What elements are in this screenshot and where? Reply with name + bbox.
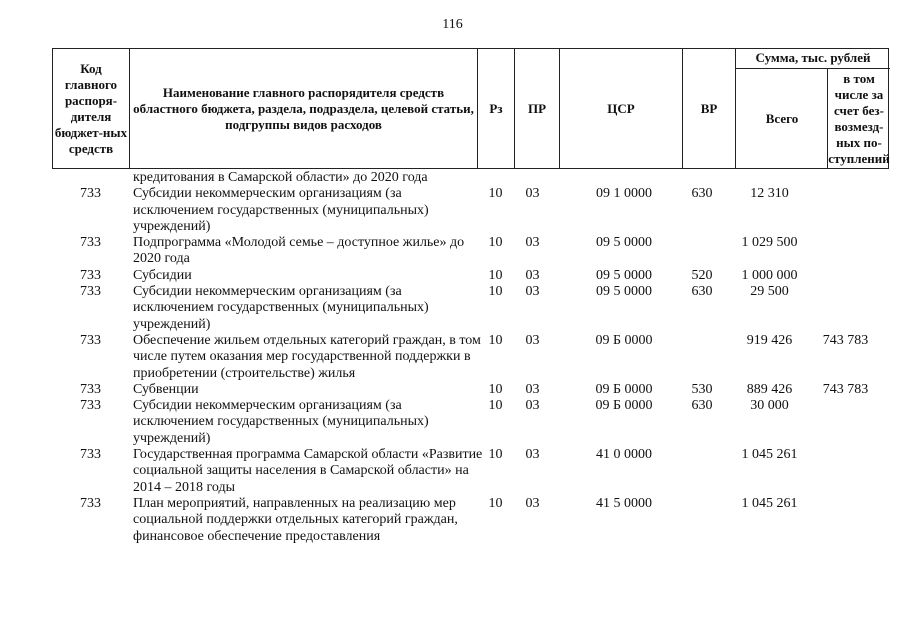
- row-code: 733: [80, 398, 101, 414]
- row-vr: 630: [691, 186, 713, 202]
- row-pr: 03: [525, 332, 540, 348]
- row-grants: 743 783: [822, 332, 869, 348]
- row-csr: 41 5 0000: [596, 495, 652, 511]
- row-rz: 10: [488, 235, 503, 251]
- table-row: [52, 496, 889, 545]
- row-rz: 10: [488, 284, 503, 300]
- row-name: Государственная программа Самарской области «Развитие социальной защиты населения в Самарской области» на 2014 – 2018 годы: [133, 447, 483, 495]
- row-total: 919 426: [746, 332, 793, 348]
- row-total: 29 500: [750, 284, 789, 300]
- row-rz: 10: [488, 332, 503, 348]
- row-csr: 09 Б 0000: [595, 381, 653, 397]
- row-code: 733: [80, 495, 101, 511]
- row-code: 733: [80, 381, 101, 397]
- row-rz: 10: [488, 495, 503, 511]
- row-csr: 09 5 0000: [596, 267, 652, 283]
- row-name: кредитования в Самарской области» до 2020 года: [133, 170, 428, 185]
- row-pr: 03: [525, 495, 540, 511]
- table-row: [52, 268, 889, 284]
- row-pr: 03: [525, 267, 540, 283]
- row-csr: 09 Б 0000: [595, 398, 653, 414]
- row-pr: 03: [525, 186, 540, 202]
- row-total: 12 310: [750, 186, 789, 202]
- row-code: 733: [80, 267, 101, 283]
- row-pr: 03: [525, 398, 540, 414]
- row-total: 1 045 261: [741, 447, 798, 463]
- row-code: 733: [80, 186, 101, 202]
- row-csr: 09 5 0000: [596, 284, 652, 300]
- row-pr: 03: [525, 235, 540, 251]
- table-row: [52, 382, 889, 398]
- row-csr: 09 Б 0000: [595, 332, 653, 348]
- header-sum: Сумма, тыс. рублей: [735, 48, 890, 69]
- row-total: 1 000 000: [741, 267, 798, 283]
- row-total: 1 029 500: [741, 235, 798, 251]
- page-number: 116: [442, 17, 463, 32]
- table-header: [52, 48, 889, 169]
- row-name: План мероприятий, направленных на реализацию мер социальной поддержки отдельных категорий граждан, финансовое обеспечение предоставления: [133, 495, 458, 544]
- table-row: [52, 235, 889, 268]
- row-name: Обеспечение жильем отдельных категорий граждан, в том числе путем оказания мер государственной поддержки в приобретении (строительстве) жилья: [133, 332, 481, 381]
- header-code: Код главного распоря-дителя бюджет-ных средств: [52, 48, 129, 169]
- row-code: 733: [80, 235, 101, 251]
- row-name: Субвенции: [133, 381, 199, 397]
- row-pr: 03: [525, 284, 540, 300]
- header-pr: ПР: [514, 48, 559, 169]
- row-vr: 630: [691, 398, 713, 414]
- row-rz: 10: [488, 381, 503, 397]
- row-total: 1 045 261: [741, 495, 798, 511]
- header-csr: ЦСР: [559, 48, 682, 169]
- row-pr: 03: [525, 447, 540, 463]
- table-row: [52, 170, 889, 186]
- header-rz: Рз: [477, 48, 514, 169]
- row-vr: 630: [691, 284, 713, 300]
- row-pr: 03: [525, 381, 540, 397]
- header-name: Наименование главного распорядителя средств областного бюджета, раздела, подраздела, целевой статьи, подгруппы видов расходов: [129, 48, 477, 169]
- table-row: [52, 398, 889, 447]
- header-vr: ВР: [682, 48, 735, 169]
- row-grants: 743 783: [822, 381, 869, 397]
- table-body: [52, 170, 889, 545]
- row-name: Подпрограмма «Молодой семье – доступное жилье» до 2020 года: [133, 235, 465, 267]
- row-total: 30 000: [750, 398, 789, 414]
- header-grants: в том числе за счет без-возмезд-ных по-ступлений: [827, 68, 890, 169]
- table-row: [52, 284, 889, 333]
- row-name: Субсидии некоммерческим организациям (за исключением государственных (муниципальных) учреждений): [133, 284, 429, 332]
- row-name: Субсидии некоммерческим организациям (за исключением государственных (муниципальных) учреждений): [133, 398, 429, 446]
- row-vr: 530: [691, 381, 713, 397]
- row-name: Субсидии некоммерческим организациям (за исключением государственных (муниципальных) учреждений): [133, 186, 429, 234]
- row-name: Субсидии: [133, 267, 192, 283]
- table-row: [52, 447, 889, 496]
- row-total: 889 426: [746, 381, 793, 397]
- table-row: [52, 333, 889, 382]
- row-code: 733: [80, 332, 101, 348]
- row-code: 733: [80, 284, 101, 300]
- row-rz: 10: [488, 398, 503, 414]
- row-rz: 10: [488, 186, 503, 202]
- row-csr: 09 5 0000: [596, 235, 652, 251]
- row-code: 733: [80, 447, 101, 463]
- row-rz: 10: [488, 267, 503, 283]
- row-vr: 520: [691, 267, 713, 283]
- row-rz: 10: [488, 447, 503, 463]
- row-csr: 09 1 0000: [596, 186, 652, 202]
- row-csr: 41 0 0000: [596, 447, 652, 463]
- table-row: [52, 186, 889, 235]
- header-total: Всего: [735, 68, 828, 169]
